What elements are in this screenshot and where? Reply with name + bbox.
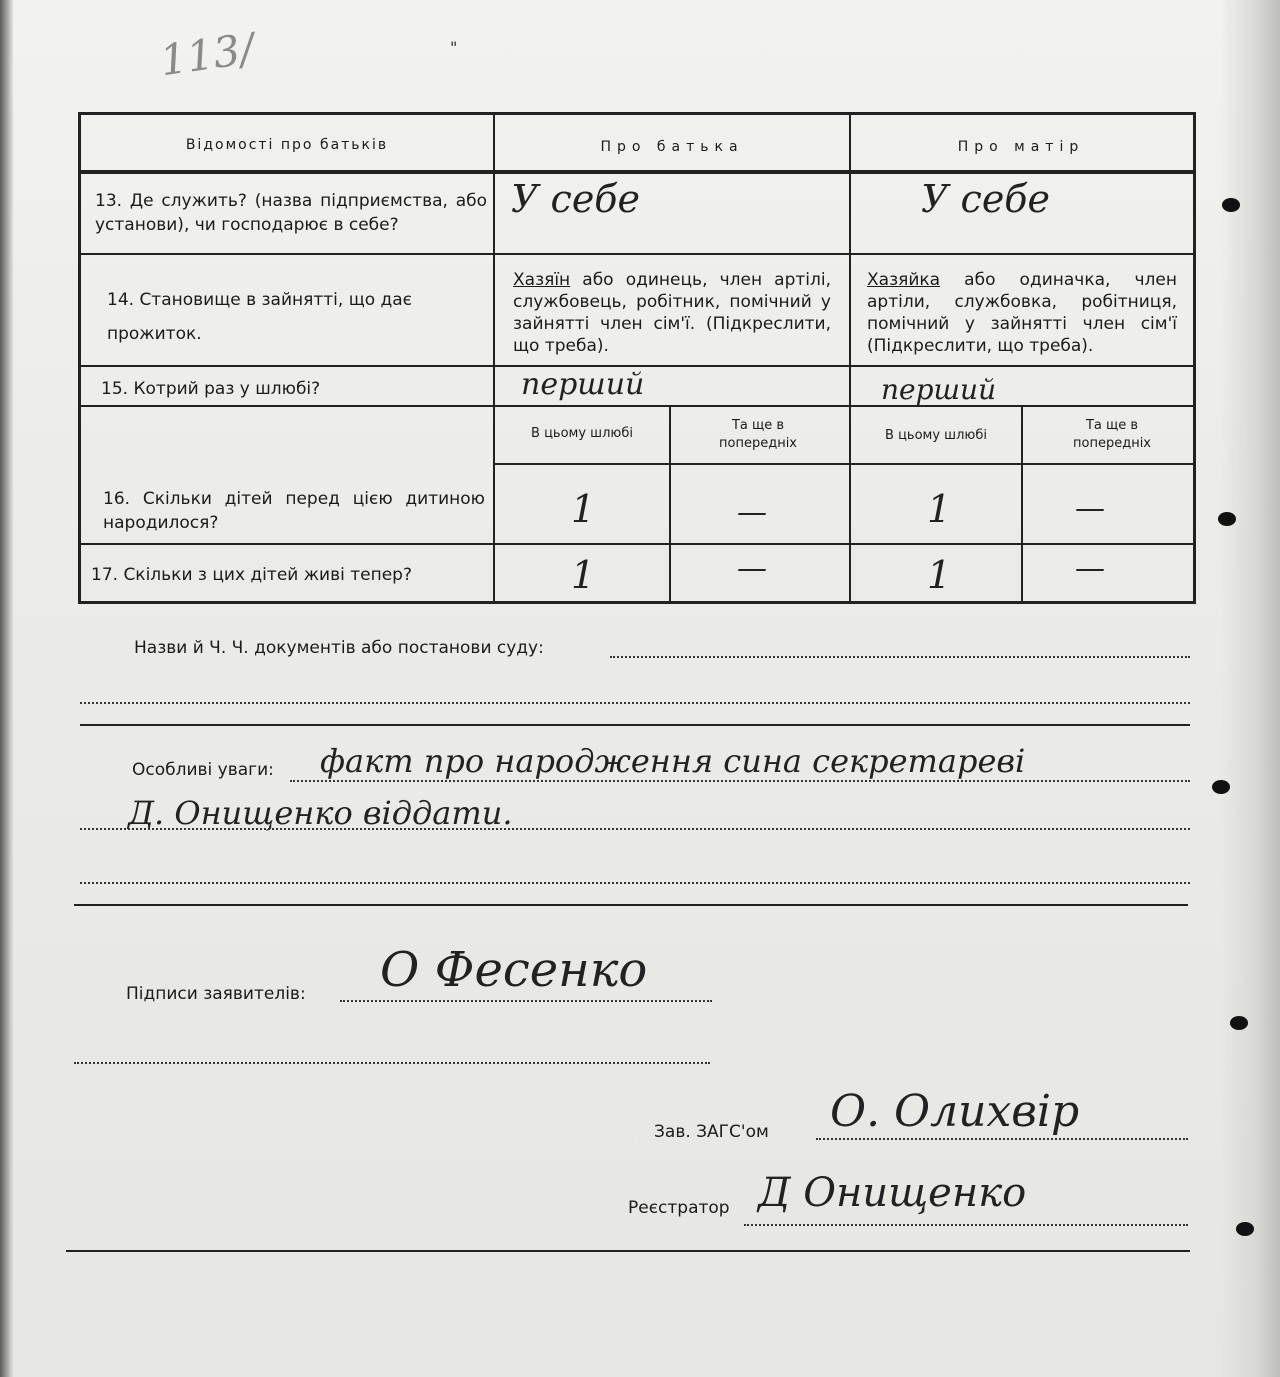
parents-info-table xyxy=(78,112,1196,604)
bottom-divider xyxy=(66,1250,1190,1252)
archive-number: 113/ xyxy=(157,23,258,86)
remarks-dotted-line xyxy=(290,780,1190,782)
remarks-dotted-line-3 xyxy=(80,882,1190,884)
section-divider xyxy=(80,724,1190,726)
row14-father-selected: Хазяїн xyxy=(513,270,571,290)
head-zags-dotted-line xyxy=(816,1138,1188,1140)
registrar-dotted-line xyxy=(744,1224,1188,1226)
row14-question: 14. Становище в зайнятті, що дає прожиток. xyxy=(107,290,413,344)
row17-father-this: 1 xyxy=(571,553,596,597)
row15-mother-answer: перший xyxy=(881,373,997,406)
top-mark: " xyxy=(450,38,458,57)
father-previous-header: Та ще в попередніх xyxy=(719,418,797,451)
registrar-label: Реєстратор xyxy=(628,1198,730,1218)
row14-father-options: Хазяїн або одинець, член артілі, службовець, робітник, помічний у зайнятті член сім'ї. (Підкреслити, що треба). xyxy=(513,270,831,356)
binding-hole xyxy=(1212,780,1230,794)
header-mother: Про матір xyxy=(957,139,1085,155)
binding-hole xyxy=(1230,1016,1248,1030)
row16-father-this: 1 xyxy=(571,487,596,531)
mother-this-marriage-header: В цьому шлюбі xyxy=(885,428,987,443)
row17-father-prev: — xyxy=(737,551,767,586)
header-father: Про батька xyxy=(600,139,744,155)
documents-label: Назви й Ч. Ч. документів або постанови суду: xyxy=(134,638,544,658)
row16-father-prev: — xyxy=(737,495,767,530)
row14-mother-options: Хазяйка або одиначка, член артіли, службовка, робітниця, помічний у зайнятті член сім'ї (Підкреслити, що треба). xyxy=(867,270,1177,356)
applicants-dotted-line-2 xyxy=(74,1062,710,1064)
binding-hole xyxy=(1218,512,1236,526)
remarks-label: Особливі уваги: xyxy=(132,760,274,780)
head-zags-signature: О. Олихвір xyxy=(830,1086,1080,1137)
documents-dotted-line-2 xyxy=(80,702,1190,704)
row14-mother-selected: Хазяйка xyxy=(867,270,941,290)
row16-question: 16. Скільки дітей перед цією дитиною народилося? xyxy=(103,489,485,533)
registrar-signature: Д Онищенко xyxy=(758,1170,1027,1216)
applicants-label: Підписи заявителів: xyxy=(126,984,306,1004)
row15-question: 15. Котрий раз у шлюбі? xyxy=(101,379,321,399)
binding-hole xyxy=(1236,1222,1254,1236)
row17-mother-this: 1 xyxy=(927,553,952,597)
row13-mother-answer: У себе xyxy=(921,177,1050,221)
row17-mother-prev: — xyxy=(1075,551,1105,586)
applicants-dotted-line xyxy=(340,1000,712,1002)
section-divider xyxy=(74,904,1188,906)
documents-dotted-line xyxy=(610,656,1190,658)
row15-father-answer: перший xyxy=(521,367,645,402)
page-edge-shadow xyxy=(0,0,14,1377)
mother-previous-header: Та ще в попередніх xyxy=(1073,418,1151,451)
remarks-dotted-line-2 xyxy=(80,828,1190,830)
header-parents-info: Відомості про батьків xyxy=(185,137,389,153)
row13-question: 13. Де служить? (назва підприємства, або установи), чи господарює в себе? xyxy=(95,191,487,235)
head-zags-label: Зав. ЗАГС'ом xyxy=(654,1122,769,1142)
row13-father-answer: У себе xyxy=(511,177,640,221)
row17-question: 17. Скільки з цих дітей живі тепер? xyxy=(91,565,412,585)
applicants-signature: О Фесенко xyxy=(380,942,648,998)
row16-mother-prev: — xyxy=(1075,491,1105,526)
father-this-marriage-header: В цьому шлюбі xyxy=(531,426,633,441)
row16-mother-this: 1 xyxy=(927,487,952,531)
remarks-text-line2: Д. Онищенко віддати. xyxy=(128,794,513,832)
binding-hole xyxy=(1222,198,1240,212)
remarks-text-line1: факт про народження сина секретареві xyxy=(320,742,1026,780)
